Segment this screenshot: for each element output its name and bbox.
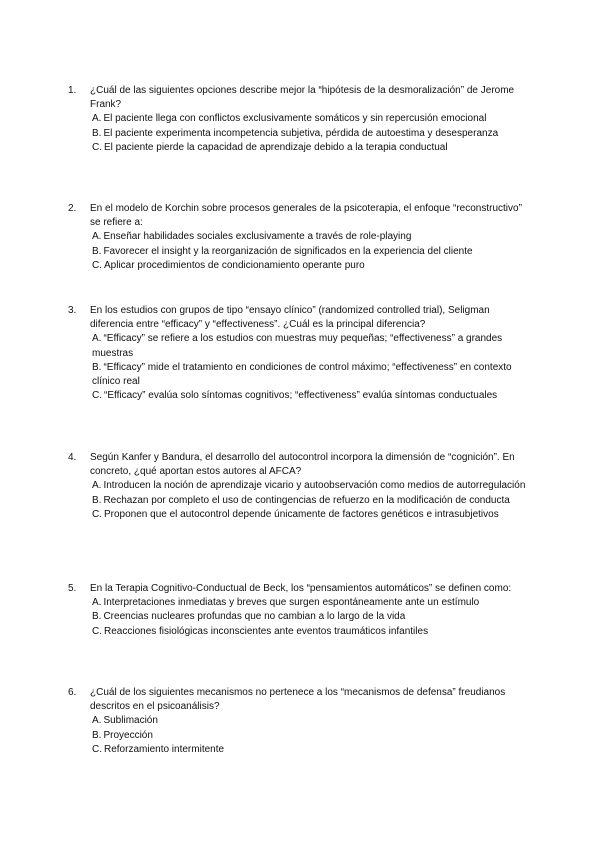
option-c xyxy=(90,625,530,639)
option-c xyxy=(90,389,530,403)
question-text: En los estudios con grupos de tipo “ensayo clínico” (randomized controlled trial), Seligman diferencia entre “efficacy” y “effectiveness”. ¿Cuál es la principal diferencia? xyxy=(90,305,490,331)
option-letter: C. xyxy=(92,508,102,520)
question-item xyxy=(68,582,530,639)
option-a xyxy=(90,714,530,728)
option-a xyxy=(90,230,530,244)
option-b xyxy=(90,610,530,624)
option-b xyxy=(90,361,530,389)
option-letter: B. xyxy=(92,494,102,506)
option-text: Interpretaciones inmediatas y breves que surgen espontáneamente ante un estímulo xyxy=(103,597,480,609)
option-c xyxy=(90,141,530,155)
option-c xyxy=(90,743,530,757)
option-letter: C. xyxy=(92,390,102,402)
option-text: “Efficacy” mide el tratamiento en condiciones de control máximo; “effectiveness” en contexto clínico real xyxy=(92,361,512,388)
option-a xyxy=(90,332,530,360)
option-letter: B. xyxy=(92,127,102,139)
option-letter: B. xyxy=(92,245,102,257)
option-a xyxy=(90,112,530,126)
option-text: El paciente experimenta incompetencia subjetiva, pérdida de autoestima y desesperanza xyxy=(103,127,499,139)
option-letter: A. xyxy=(92,715,102,727)
question-text: En la Terapia Cognitivo-Conductual de Beck, los “pensamientos automáticos” se definen como: xyxy=(90,583,512,594)
option-text: El paciente pierde la capacidad de aprendizaje debido a la terapia conductual xyxy=(104,141,448,153)
question-number: 5. xyxy=(68,583,77,594)
option-letter: C. xyxy=(92,743,102,755)
question-number: 4. xyxy=(68,452,77,463)
option-text: Reforzamiento intermitente xyxy=(104,743,225,755)
option-letter: B. xyxy=(92,361,102,373)
question-item xyxy=(68,686,530,757)
option-letter: A. xyxy=(92,597,102,609)
option-letter: B. xyxy=(92,611,102,623)
option-text: Favorecer el insight y la reorganización de significados en la experiencia del cliente xyxy=(103,245,473,257)
option-text: Creencias nucleares profundas que no cambian a lo largo de la vida xyxy=(103,611,406,623)
option-text: “Efficacy” evalúa solo síntomas cognitivos; “effectiveness” evalúa síntomas conductuales xyxy=(104,390,498,402)
question-number: 6. xyxy=(68,687,77,698)
question-item xyxy=(68,202,530,273)
question-text: ¿Cuál de las siguientes opciones describe mejor la “hipótesis de la desmoralización” de Jerome Frank? xyxy=(90,85,515,111)
question-number: 1. xyxy=(68,85,77,96)
option-text: El paciente llega con conflictos exclusivamente somáticos y sin repercusión emocional xyxy=(103,113,487,125)
option-text: Aplicar procedimientos de condicionamiento operante puro xyxy=(104,259,365,271)
option-text: Proponen que el autocontrol depende únicamente de factores genéticos e intrasubjetivos xyxy=(104,508,499,520)
option-text: Rechazan por completo el uso de contingencias de refuerzo en la modificación de conducta xyxy=(103,494,510,506)
question-text: Según Kanfer y Bandura, el desarrollo del autocontrol incorpora la dimensión de “cognición”. En concreto, ¿qué aportan estos autores al AFCA? xyxy=(90,452,515,478)
option-letter: A. xyxy=(92,113,102,125)
option-text: Sublimación xyxy=(103,715,158,727)
option-letter: B. xyxy=(92,729,102,741)
option-b xyxy=(90,127,530,141)
option-letter: C. xyxy=(92,141,102,153)
option-letter: C. xyxy=(92,625,102,637)
option-text: “Efficacy” se refiere a los estudios con muestras muy pequeñas; “effectiveness” a grandes muestras xyxy=(92,333,503,359)
option-letter: A. xyxy=(92,480,102,492)
option-a xyxy=(90,479,530,493)
question-text: ¿Cuál de los siguientes mecanismos no pertenece a los “mecanismos de defensa” freudianos descritos en el psicoanálisis? xyxy=(90,687,506,713)
question-item xyxy=(68,84,530,155)
option-letter: A. xyxy=(92,333,102,345)
question-text: En el modelo de Korchin sobre procesos generales de la psicoterapia, el enfoque “reconstructivo” se refiere a: xyxy=(90,203,522,229)
option-text: Enseñar habilidades sociales exclusivamente a través de role-playing xyxy=(103,231,412,243)
question-number: 2. xyxy=(68,203,77,214)
option-letter: A. xyxy=(92,231,102,243)
option-b xyxy=(90,494,530,508)
option-text: Reacciones fisiológicas inconscientes ante eventos traumáticos infantiles xyxy=(104,625,429,637)
option-text: Introducen la noción de aprendizaje vicario y autoobservación como medios de autorregulación xyxy=(103,480,526,492)
question-item xyxy=(68,451,530,522)
question-number: 3. xyxy=(68,305,77,316)
option-b xyxy=(90,729,530,743)
option-letter: C. xyxy=(92,259,102,271)
option-a xyxy=(90,596,530,610)
option-c xyxy=(90,259,530,273)
option-c xyxy=(90,508,530,522)
option-b xyxy=(90,245,530,259)
option-text: Proyección xyxy=(103,729,153,741)
question-item xyxy=(68,304,530,403)
